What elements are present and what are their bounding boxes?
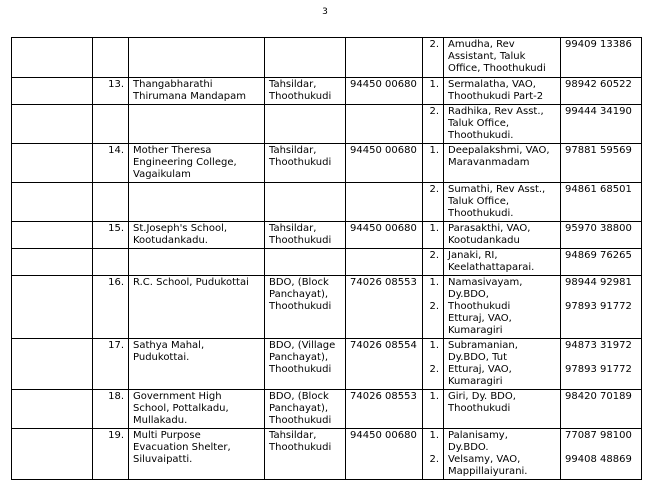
table-row <box>12 390 642 429</box>
authority-line: Thoothukudi <box>269 301 332 312</box>
phone-cell: 94450 00680 <box>346 144 423 183</box>
staff-cell <box>444 276 561 339</box>
staff-line: Maravanmadam <box>448 157 530 168</box>
staff-number-cell: 1. <box>423 144 444 183</box>
venue-line: Sathya Mahal, <box>133 340 205 351</box>
table-row <box>12 144 642 183</box>
staff-line: Thoothukudi <box>448 301 511 312</box>
staff-cell <box>444 339 561 390</box>
staff-line: Sermalatha, VAO, <box>448 79 536 90</box>
mobile-cell: 98420 70189 <box>561 390 642 429</box>
authority-cell <box>265 390 346 429</box>
authority-line: Panchayat), <box>269 289 329 300</box>
staff-cell <box>444 222 561 249</box>
authority-cell <box>265 38 346 78</box>
table-row <box>12 183 642 222</box>
staff-line: Keelathattaparai. <box>448 262 535 273</box>
blank-cell <box>12 105 93 144</box>
authority-cell <box>265 105 346 144</box>
staff-number-cell: 2. <box>423 38 444 78</box>
staff-line: Kootudankadu <box>448 235 520 246</box>
serial-number-cell <box>93 183 129 222</box>
staff-line: Thoothukudi. <box>448 130 514 141</box>
mobile-cell: 99444 34190 <box>561 105 642 144</box>
staff-line: Thoothukudi Part-2 <box>448 91 544 102</box>
staff-cell <box>444 429 561 480</box>
authority-line: Tahsildar, <box>269 223 317 234</box>
authority-line: Panchayat), <box>269 352 329 363</box>
phone-cell: 94450 00680 <box>346 222 423 249</box>
authority-cell <box>265 78 346 105</box>
authority-cell <box>265 339 346 390</box>
staff-line: Etturaj, VAO, <box>448 313 512 324</box>
serial-number-cell <box>93 105 129 144</box>
staff-line: Kumaragiri <box>448 376 503 387</box>
mobile-cell: 77087 98100 99408 48869 <box>561 429 642 480</box>
venue-line: Government High <box>133 391 222 402</box>
staff-number-cell: 1. <box>423 390 444 429</box>
staff-number-cell: 2. <box>423 249 444 276</box>
venue-line: Multi Purpose <box>133 430 201 441</box>
authority-line: Thoothukudi <box>269 91 332 102</box>
blank-cell <box>12 78 93 105</box>
staff-cell <box>444 78 561 105</box>
authority-line: BDO, (Block <box>269 277 329 288</box>
staff-line: Janaki, RI, <box>448 250 498 261</box>
mobile-cell: 97881 59569 <box>561 144 642 183</box>
blank-cell <box>12 249 93 276</box>
staff-line: Dy.BDO, Tut <box>448 352 508 363</box>
authority-cell <box>265 249 346 276</box>
blank-cell <box>12 144 93 183</box>
mobile-cell: 98942 60522 <box>561 78 642 105</box>
staff-cell <box>444 144 561 183</box>
authority-line: BDO, (Block <box>269 391 329 402</box>
phone-cell <box>346 38 423 78</box>
phone-cell: 74026 08553 <box>346 390 423 429</box>
venue-line: Mother Theresa <box>133 145 212 156</box>
venue-line: Vagaikulam <box>133 169 191 180</box>
table-row <box>12 78 642 105</box>
venue-cell <box>129 429 265 480</box>
table-row <box>12 222 642 249</box>
authority-cell <box>265 429 346 480</box>
staff-line: Subramanian, <box>448 340 518 351</box>
table-row <box>12 276 642 339</box>
blank-cell <box>12 38 93 78</box>
staff-line: Etturaj, VAO, <box>448 364 512 375</box>
serial-number-cell: 18. <box>93 390 129 429</box>
staff-line: Taluk Office, <box>448 196 510 207</box>
staff-line: Mappillaiyurani. <box>448 466 528 477</box>
authority-cell <box>265 276 346 339</box>
staff-line: Dy.BDO. <box>448 442 489 453</box>
venue-line: Siluvaipatti. <box>133 454 193 465</box>
staff-line: Namasivayam, <box>448 277 523 288</box>
authority-line: Thoothukudi <box>269 157 332 168</box>
venue-line: Evacuation Shelter, <box>133 442 231 453</box>
staff-number-cell: 2. <box>423 183 444 222</box>
phone-cell <box>346 105 423 144</box>
staff-number-cell: 1. 2. <box>423 276 444 339</box>
blank-cell <box>12 429 93 480</box>
venue-line: Thangabharathi <box>133 79 213 90</box>
venue-line: Pudukottai. <box>133 352 190 363</box>
phone-cell <box>346 183 423 222</box>
authority-line: Thoothukudi <box>269 235 332 246</box>
assignment-rows <box>12 38 642 480</box>
serial-number-cell: 16. <box>93 276 129 339</box>
staff-line: Sumathi, Rev Asst., <box>448 184 546 195</box>
mobile-cell: 94861 68501 <box>561 183 642 222</box>
venue-line: Kootudankadu. <box>133 235 208 246</box>
authority-line: Tahsildar, <box>269 145 317 156</box>
serial-number-cell: 15. <box>93 222 129 249</box>
phone-cell: 94450 00680 <box>346 429 423 480</box>
authority-line: Thoothukudi <box>269 364 332 375</box>
venue-cell <box>129 390 265 429</box>
staff-number-cell: 1. 2. <box>423 339 444 390</box>
venue-cell <box>129 222 265 249</box>
authority-line: Tahsildar, <box>269 430 317 441</box>
venue-line: Thirumana Mandapam <box>133 91 246 102</box>
staff-line: Assistant, Taluk <box>448 51 526 62</box>
venue-cell <box>129 144 265 183</box>
staff-line: Giri, Dy. BDO, <box>448 391 516 402</box>
staff-cell <box>444 38 561 78</box>
staff-line: Kumaragiri <box>448 325 503 336</box>
venue-cell <box>129 249 265 276</box>
venue-cell <box>129 38 265 78</box>
staff-line: Thoothukudi. <box>448 208 514 219</box>
blank-cell <box>12 183 93 222</box>
authority-line: Thoothukudi <box>269 442 332 453</box>
serial-number-cell: 19. <box>93 429 129 480</box>
phone-cell: 74026 08553 <box>346 276 423 339</box>
phone-cell: 74026 08554 <box>346 339 423 390</box>
page-number: 3 <box>322 7 328 17</box>
staff-number-cell: 1. <box>423 78 444 105</box>
staff-cell <box>444 105 561 144</box>
mobile-cell: 98944 92981 97893 91772 <box>561 276 642 339</box>
staff-line: Thoothukudi <box>448 403 511 414</box>
serial-number-cell: 14. <box>93 144 129 183</box>
authority-cell <box>265 222 346 249</box>
phone-cell <box>346 249 423 276</box>
table-row <box>12 38 642 78</box>
blank-cell <box>12 339 93 390</box>
staff-line: Palanisamy, <box>448 430 508 441</box>
venue-line: Engineering College, <box>133 157 237 168</box>
assignment-table <box>11 37 642 480</box>
venue-line: St.Joseph's School, <box>133 223 228 234</box>
staff-cell <box>444 183 561 222</box>
serial-number-cell: 13. <box>93 78 129 105</box>
venue-cell <box>129 339 265 390</box>
staff-cell <box>444 249 561 276</box>
phone-cell: 94450 00680 <box>346 78 423 105</box>
venue-cell <box>129 78 265 105</box>
blank-cell <box>12 222 93 249</box>
venue-cell <box>129 276 265 339</box>
staff-line: Dy.BDO, <box>448 289 489 300</box>
staff-line: Radhika, Rev Asst., <box>448 106 544 117</box>
staff-number-cell: 2. <box>423 105 444 144</box>
staff-line: Deepalakshmi, VAO, <box>448 145 550 156</box>
staff-line: Velsamy, VAO, <box>448 454 521 465</box>
blank-cell <box>12 390 93 429</box>
table-row <box>12 249 642 276</box>
serial-number-cell <box>93 38 129 78</box>
staff-line: Taluk Office, <box>448 118 510 129</box>
table-row <box>12 105 642 144</box>
mobile-cell: 95970 38800 <box>561 222 642 249</box>
staff-cell <box>444 390 561 429</box>
mobile-cell: 94869 76265 <box>561 249 642 276</box>
authority-line: Panchayat), <box>269 403 329 414</box>
table-row <box>12 429 642 480</box>
staff-number-cell: 1. 2. <box>423 429 444 480</box>
staff-number-cell: 1. <box>423 222 444 249</box>
authority-line: Thoothukudi <box>269 415 332 426</box>
authority-line: Tahsildar, <box>269 79 317 90</box>
serial-number-cell <box>93 249 129 276</box>
authority-line: BDO, (Village <box>269 340 336 351</box>
staff-line: Amudha, Rev <box>448 39 515 50</box>
mobile-cell: 94873 31972 97893 91772 <box>561 339 642 390</box>
venue-line: School, Pottalkadu, <box>133 403 229 414</box>
staff-line: Office, Thoothukudi <box>448 63 546 74</box>
authority-cell <box>265 183 346 222</box>
venue-line: R.C. School, Pudukottai <box>133 277 249 288</box>
staff-line: Parasakthi, VAO, <box>448 223 531 234</box>
venue-line: Mullakadu. <box>133 415 188 426</box>
mobile-cell: 99409 13386 <box>561 38 642 78</box>
authority-cell <box>265 144 346 183</box>
venue-cell <box>129 183 265 222</box>
blank-cell <box>12 276 93 339</box>
venue-cell <box>129 105 265 144</box>
serial-number-cell: 17. <box>93 339 129 390</box>
table-row <box>12 339 642 390</box>
